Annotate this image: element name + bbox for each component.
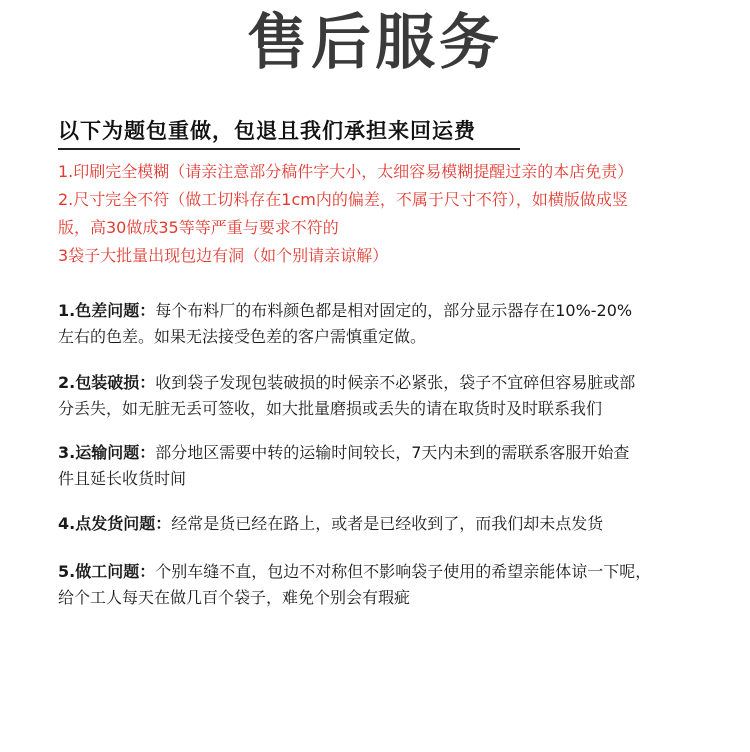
rule-title: 3.运输问题：: [58, 443, 156, 462]
subtitle-heading: 以下为题包重做，包退且我们承担来回运费: [58, 118, 476, 143]
refund-condition-line: 2.尺寸完全不符（做工切料存在1cm内的偏差，不属于尺寸不符），如横版做成竖: [58, 190, 628, 209]
refund-condition-line: 版，高30做成35等等严重与要求不符的: [58, 218, 339, 237]
refund-condition-line: 3袋子大批量出现包边有洞（如个别请亲谅解）: [58, 246, 389, 265]
rule-workmanship: [58, 559, 718, 611]
rule-text: 左右的色差。如果无法接受色差的客户需慎重定做。: [58, 327, 427, 346]
rule-line: [58, 370, 718, 396]
rule-text: 件且延长收货时间: [58, 469, 187, 488]
rule-text: 给个工人每天在做几百个袋子，难免个别会有瑕疵: [58, 588, 411, 607]
refund-conditions: [58, 158, 708, 270]
rule-text: 经常是货已经在路上，或者是已经收到了，而我们却未点发货: [171, 514, 604, 533]
rule-line: [58, 559, 718, 585]
rule-title: 2.包装破损：: [58, 373, 156, 392]
rule-text: 部分地区需要中转的运输时间较长，7天内未到的需联系客服开始查: [155, 443, 630, 462]
rule-color-difference: [58, 298, 718, 350]
rule-title: 1.色差问题：: [58, 301, 156, 320]
rule-delivery-status: [58, 511, 718, 537]
refund-condition-line: 1.印刷完全模糊（请亲注意部分稿件字大小，太细容易模糊提醒过亲的本店免责）: [58, 162, 634, 181]
page-title: 售后服务: [247, 8, 503, 78]
rule-text: 分丢失，如无脏无丢可签收，如大批量磨损或丢失的请在取货时及时联系我们: [58, 399, 603, 418]
rule-text: 个别车缝不直，包边不对称但不影响袋子使用的希望亲能体谅一下呢，: [155, 562, 652, 581]
rule-line: [58, 298, 718, 324]
rule-packaging-damage: [58, 370, 718, 422]
rule-line: [58, 440, 718, 466]
rule-shipping: [58, 440, 718, 492]
rule-text: 收到袋子发现包装破损的时候亲不必紧张，袋子不宜碎但容易脏或部: [155, 373, 636, 392]
rule-title: 4.点发货问题：: [58, 514, 172, 533]
heading-underline: [58, 148, 520, 150]
rule-title: 5.做工问题：: [58, 562, 156, 581]
rule-text: 每个布料厂的布料颜色都是相对固定的，部分显示器存在10%-20%: [155, 301, 633, 320]
rule-line: [58, 511, 718, 537]
